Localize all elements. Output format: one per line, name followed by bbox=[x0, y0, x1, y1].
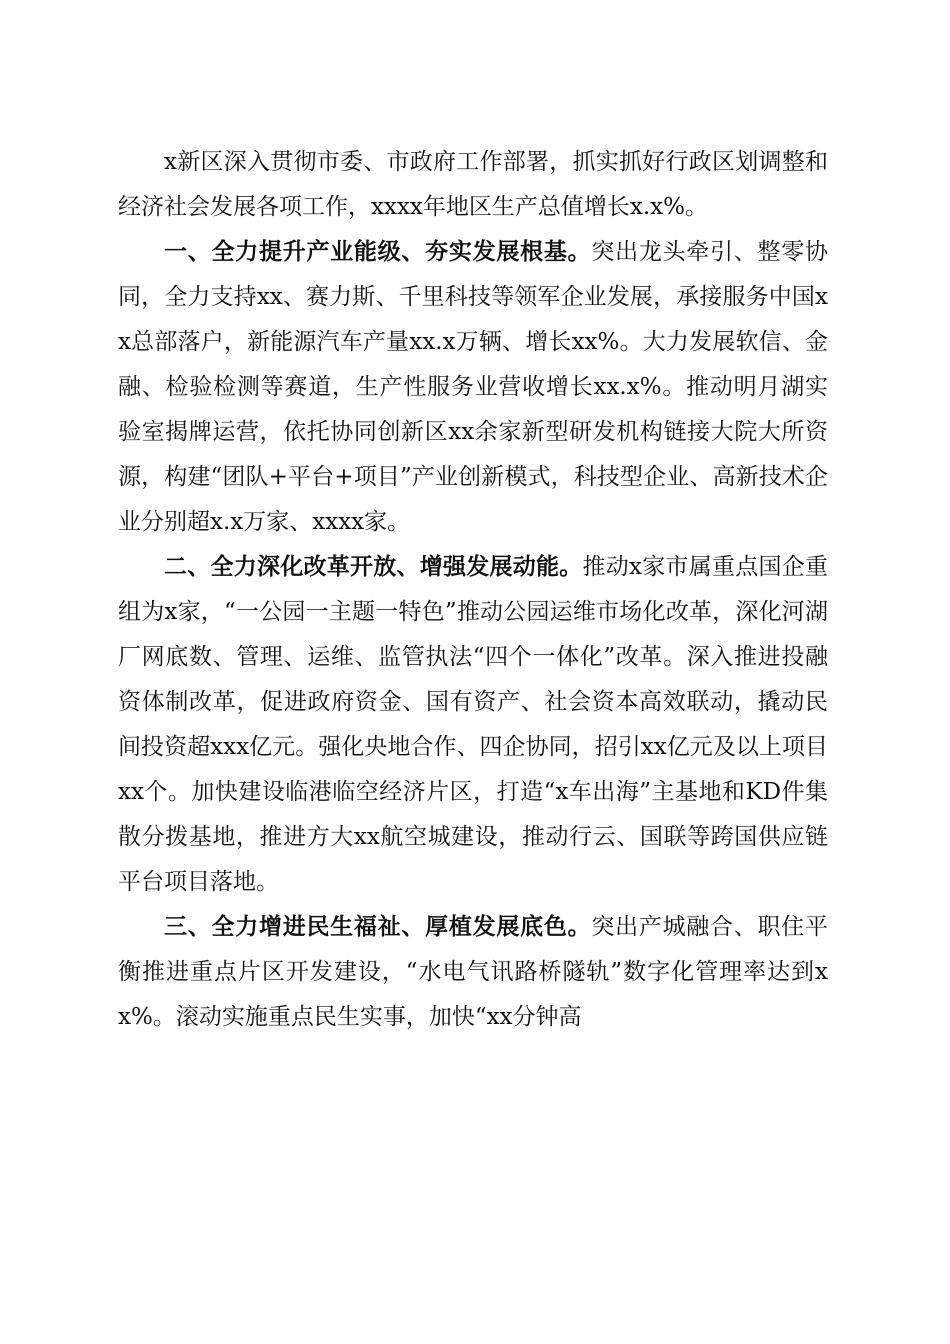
intro-text: x新区深入贯彻市委、市政府工作部署，抓实抓好行政区划调整和经济社会发展各项工作，xxxx年地区生产总值增长x.x%。 bbox=[118, 149, 828, 220]
section-heading-3: 三、全力增进民生福祉、厚植发展底色。 bbox=[164, 914, 592, 940]
section-heading-2: 二、全力深化改革开放、增强发展动能。 bbox=[164, 554, 583, 580]
section-paragraph-1 bbox=[118, 230, 828, 545]
section-body-2: 推动x家市属重点国企重组为x家，“一公园一主题一特色”推动公园运维市场化改革，深化河湖厂网底数、管理、运维、监管执法“四个一体化”改革。深入推进投融资体制改革，促进政府资金、国有资产、社会资本高效联动，撬动民间投资超xxx亿元。强化央地合作、四企协同，招引xx亿元及以上项目xx个。加快建设临港临空经济片区，打造“x车出海”主基地和KD件集散分拨基地，推进方大xx航空城建设，推动行云、国联等跨国供应链平台项目落地。 bbox=[118, 554, 828, 895]
section-heading-1: 一、全力提升产业能级、夯实发展根基。 bbox=[164, 239, 592, 265]
section-paragraph-3 bbox=[118, 905, 828, 1040]
section-body-1: 突出龙头牵引、整零协同，全力支持xx、赛力斯、千里科技等领军企业发展，承接服务中国xx总部落户，新能源汽车产量xx.x万辆、增长xx%。大力发展软信、金融、检验检测等赛道，生产性服务业营收增长xx.x%。推动明月湖实验室揭牌运营，依托协同创新区xx余家新型研发机构链接大院大所资源，构建“团队+平台+项目”产业创新模式，科技型企业、高新技术企业分别超x.x万家、xxxx家。 bbox=[118, 239, 829, 535]
section-paragraph-2 bbox=[118, 545, 828, 905]
section-body-3: 突出产城融合、职住平衡推进重点片区开发建设，“水电气讯路桥隧轨”数字化管理率达到xx%。滚动实施重点民生实事，加快“xx分钟高 bbox=[118, 914, 829, 1030]
document-body bbox=[118, 140, 828, 1040]
intro-paragraph bbox=[118, 140, 828, 230]
